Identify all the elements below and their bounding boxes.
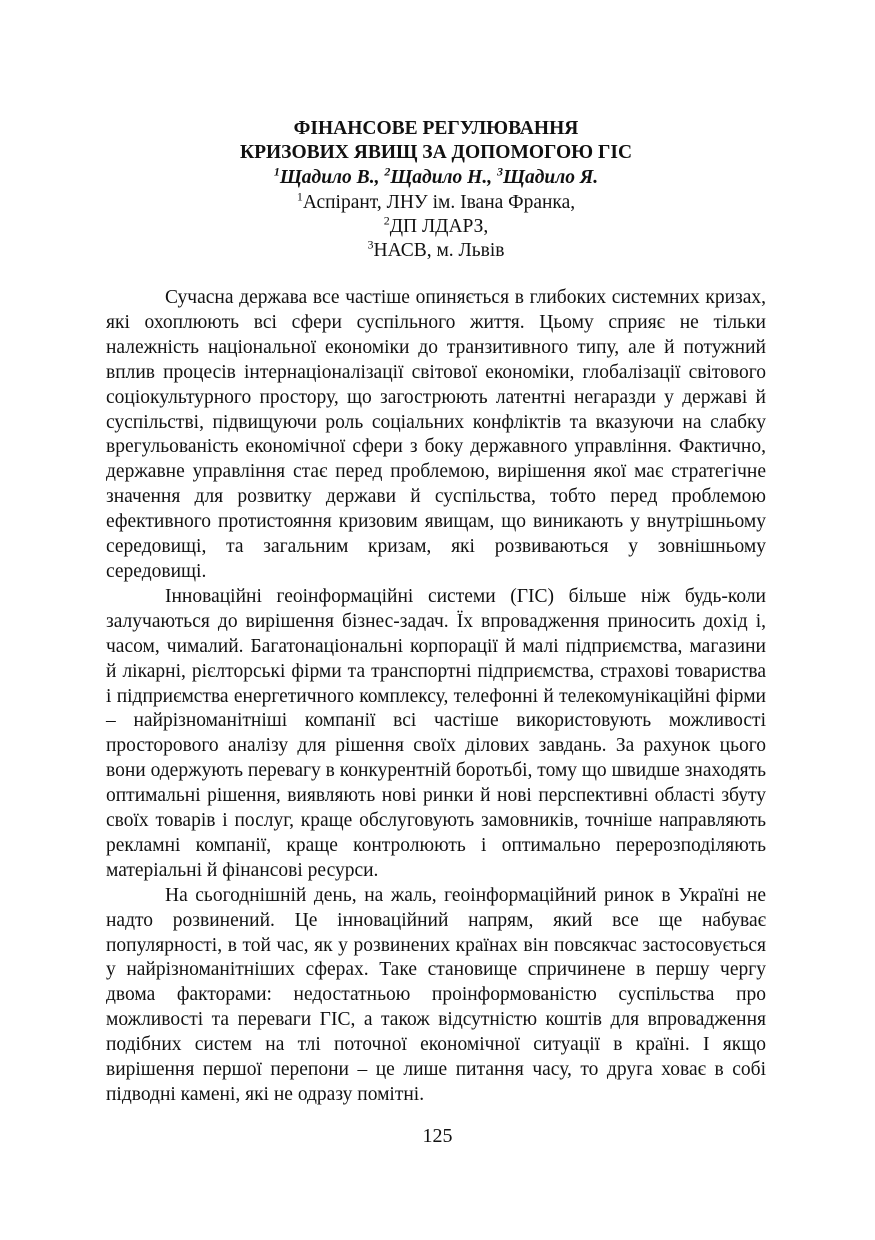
- author-1: [273, 164, 380, 188]
- author-list: [106, 165, 766, 191]
- affiliation-3: [106, 239, 766, 263]
- author-2-name: Щадило Н.,: [390, 167, 493, 188]
- author-1-sup: 1: [273, 164, 280, 179]
- article-title-line-2: КРИЗОВИХ ЯВИЩ ЗА ДОПОМОГОЮ ГІС: [239, 142, 633, 163]
- affiliation-2-text: ДП ЛДАРЗ,: [389, 216, 489, 237]
- article-body: [106, 286, 766, 1108]
- author-2: [384, 164, 493, 188]
- author-1-name: Щадило В.,: [279, 167, 380, 188]
- affiliation-1-text: Аспірант, ЛНУ ім. Івана Франка,: [302, 192, 576, 213]
- author-3: [496, 164, 599, 188]
- article-header: [106, 117, 766, 263]
- page-number: 125: [422, 1125, 453, 1147]
- author-2-sup: 2: [384, 164, 391, 179]
- article-page: [106, 117, 766, 1108]
- affiliation-1: [106, 191, 766, 215]
- article-title-line-1: ФІНАНСОВЕ РЕГУЛЮВАННЯ: [293, 118, 579, 139]
- author-3-sup: 3: [496, 164, 503, 179]
- affiliation-2: [106, 215, 766, 239]
- body-paragraph-3: На сьогоднішній день, на жаль, геоінформаційний ринок в Україні не надто розвинений. Це інноваційний напрям, який все ще набуває популярності, в той час, як у розвинених країнах він повсякчас застосовується у найрізноманітніших сферах. Таке становище спричинене в першу чергу двома факторами: недостатньою проінформованістю суспільства про можливості та переваги ГІС, а також відсутністю коштів для впровадження подібних систем на тлі поточної економічної ситуації в країні. І якщо вирішення першої перепони – це лише питання часу, то друга ховає в собі підводні камені, які не одразу помітні.: [106, 884, 766, 1105]
- affiliation-2-sup: 2: [383, 213, 390, 228]
- affiliation-3-text: НАСВ, м. Львів: [373, 240, 505, 261]
- affiliation-1-sup: 1: [296, 189, 303, 204]
- body-paragraph-2: Інноваційні геоінформаційні системи (ГІС) більше ніж будь-коли залучаються до вирішення бізнес-задач. Їх впровадження приносить дохід і, часом, чималий. Багатонаціональні корпорації й малі підприємства, магазини й лікарні, рієлторські фірми та транспортні підприємства, страхові товариства і підприємства енергетичного комплексу, телефонні й телекомунікаційні фірми – найрізноманітніші компанії всі частіше використовують можливості просторового аналізу для рішення своїх ділових завдань. За рахунок цього вони одержують перевагу в конкурентній боротьбі, тому що швидше знаходять оптимальні рішення, виявляють нові ринки й нові перспективні області збуту своїх товарів і послуг, краще обслуговують замовників, точніше направляють рекламні компанії, краще контролюють і оптимально перерозподіляють матеріальні й фінансові ресурси.: [106, 585, 766, 881]
- body-paragraph-1: Сучасна держава все частіше опиняється в глибоких системних кризах, які охоплюють всі сфери суспільного життя. Цьому сприяє не тільки належність національної економіки до транзитивного типу, але й потужний вплив процесів інтернаціоналізації світової економіки, глобалізації світового соціокультурного простору, що загострюють латентні негаразди у державі й суспільстві, підвищуючи роль соціальних конфліктів та вказуючи на слабку врегульованість економічної сфери з боку державного управління. Фактично, державне управління стає перед проблемою, вирішення якої має стратегічне значення для розвитку держави й суспільства, тобто перед проблемою ефективного протистояння кризовим явищам, що виникають у внутрішньому середовищі, та загальним кризам, які розвиваються у зовнішньому середовищі.: [106, 287, 766, 582]
- affiliation-3-sup: 3: [367, 237, 374, 252]
- author-3-name: Щадило Я.: [502, 167, 599, 188]
